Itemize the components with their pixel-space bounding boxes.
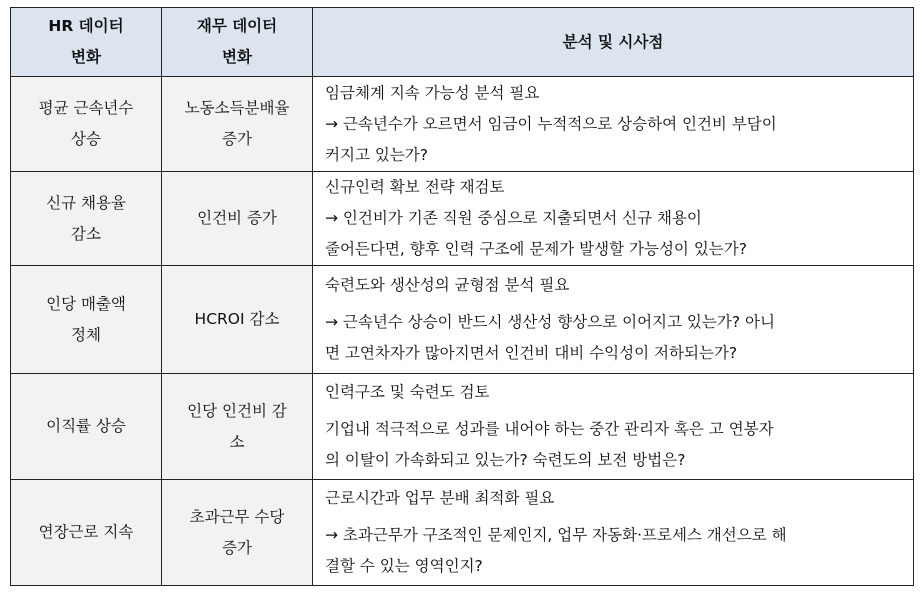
finance-change-cell bbox=[162, 172, 313, 266]
header-fin-line2: 변화 bbox=[222, 48, 252, 66]
hr-text: 평균 근속년수 bbox=[38, 99, 134, 117]
hr-change-cell bbox=[11, 374, 162, 480]
analysis-body: → 근속년수 상승이 반드시 생산성 향상으로 이어지고 있는가? 아니 bbox=[325, 313, 775, 331]
table-row bbox=[11, 480, 914, 586]
hr-text: 연장근로 지속 bbox=[38, 523, 134, 541]
fin-text: 소 bbox=[229, 432, 245, 451]
analysis-body: 면 고연차자가 많아지면서 인건비 대비 수익성이 저하되는가? bbox=[325, 344, 738, 362]
analysis-body: 의 이탈이 가속화되고 있는가? 숙련도의 보전 방법은? bbox=[325, 451, 686, 469]
analysis-title: 숙련도와 생산성의 균형점 분석 필요 bbox=[325, 276, 570, 294]
header-hr-line1: HR 데이터 bbox=[48, 17, 124, 35]
analysis-title: 근로시간과 업무 분배 최적화 필요 bbox=[325, 489, 555, 507]
analysis-title: 임금체계 지속 가능성 분석 필요 bbox=[325, 83, 540, 102]
hr-change-cell bbox=[11, 480, 162, 586]
finance-change-cell bbox=[162, 266, 313, 374]
analysis-cell bbox=[313, 172, 914, 266]
fin-text: 인건비 증가 bbox=[197, 209, 277, 227]
hr-text: 신규 채용율 bbox=[46, 193, 126, 212]
analysis-body: 결할 수 있는 영역인지? bbox=[325, 557, 483, 575]
table-row bbox=[11, 374, 914, 480]
table-row bbox=[11, 266, 914, 374]
analysis-cell bbox=[313, 374, 914, 480]
fin-text: 초과근무 수당 bbox=[189, 507, 285, 526]
analysis-cell bbox=[313, 77, 914, 172]
analysis-body: → 초과근무가 구조적인 문제인지, 업무 자동화·프로세스 개선으로 해 bbox=[325, 526, 787, 544]
header-row bbox=[11, 8, 914, 77]
analysis-body: 커지고 있는가? bbox=[325, 145, 428, 164]
hr-text: 인당 매출액 bbox=[46, 294, 126, 313]
header-fin-line1: 재무 데이터 bbox=[196, 17, 278, 35]
analysis-body: → 근속년수가 오르면서 임금이 누적적으로 상승하여 인건비 부담이 bbox=[325, 114, 777, 133]
header-hr-change bbox=[11, 8, 162, 77]
analysis-cell bbox=[313, 266, 914, 374]
header-analysis: 분석 및 시사점 bbox=[313, 8, 914, 77]
hr-text: 정체 bbox=[71, 325, 101, 344]
table-row bbox=[11, 172, 914, 266]
analysis-table-container bbox=[10, 7, 914, 586]
analysis-table bbox=[10, 7, 914, 586]
table-row bbox=[11, 77, 914, 172]
fin-text: HCROI 감소 bbox=[194, 310, 280, 328]
finance-change-cell bbox=[162, 77, 313, 172]
hr-text: 상승 bbox=[71, 130, 101, 148]
analysis-body: → 인건비가 기존 직원 중심으로 지출되면서 신규 채용이 bbox=[325, 209, 702, 227]
finance-change-cell bbox=[162, 480, 313, 586]
analysis-body: 기업내 적극적으로 성과를 내어야 하는 중간 관리자 혹은 고 연봉자 bbox=[325, 420, 774, 438]
hr-text: 이직률 상승 bbox=[46, 417, 126, 435]
hr-change-cell bbox=[11, 77, 162, 172]
fin-text: 증가 bbox=[222, 538, 252, 557]
hr-change-cell bbox=[11, 266, 162, 374]
analysis-cell bbox=[313, 480, 914, 586]
finance-change-cell bbox=[162, 374, 313, 480]
analysis-body: 줄어든다면, 향후 인력 구조에 문제가 발생할 가능성이 있는가? bbox=[325, 240, 747, 258]
analysis-title: 인력구조 및 숙련도 검토 bbox=[325, 383, 490, 401]
fin-text: 증가 bbox=[222, 130, 252, 148]
analysis-title: 신규인력 확보 전략 재검토 bbox=[325, 178, 505, 196]
fin-text: 인당 인건비 감 bbox=[187, 401, 287, 420]
header-hr-line2: 변화 bbox=[71, 48, 101, 66]
fin-text: 노동소득분배율 bbox=[184, 99, 290, 117]
hr-text: 감소 bbox=[71, 224, 101, 243]
header-finance-change bbox=[162, 8, 313, 77]
hr-change-cell bbox=[11, 172, 162, 266]
